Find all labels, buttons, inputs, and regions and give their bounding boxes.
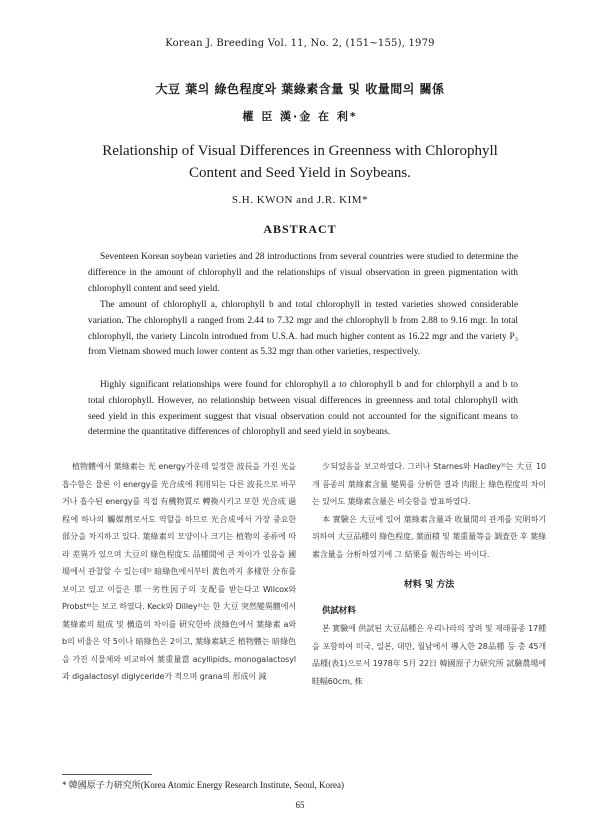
subsection-heading-materials: 供試材料 <box>322 605 356 616</box>
section-heading-materials-methods: 材料 및 方法 <box>403 580 455 590</box>
english-title <box>0 140 600 184</box>
korean-authors: 權 臣 漢·金 在 利* <box>242 110 358 123</box>
abstract-text-2: The amount of chlorophyll a, chlorophyll b and total chlorophyll in tested varieties showed considerable variation. The chlorophyll a ranged from 2.44 to 7.32 mgr and the chlorophyll b from 2.88 to 9.16 mgr. In total chlorophyll, the variety Lincoln introdued from U.S.A. had much higher content as 16.22 mgr and the variety P₃ from Vietnam showed much lower content as 5.32 mgr than other varieties, respectively. <box>88 300 518 358</box>
abstract-paragraph-1 <box>88 250 518 297</box>
footnote: * 韓國原子力研究所(Korea Atomic Energy Research Institute, Seoul, Korea) <box>62 780 345 790</box>
footnote-divider <box>62 774 152 775</box>
page-number: 65 <box>295 800 305 810</box>
english-authors: S.H. KWON and J.R. KIM* <box>231 194 369 206</box>
body-right-column <box>312 458 546 690</box>
abstract-paragraph-2 <box>88 298 518 361</box>
abstract-text-1: Seventeen Korean soybean varieties and 28 introductions from several countries were studied to determine the difference in the amount of chlorophyll and the relationships of visual observation in green pigmentation with chlorophyll content and seed yield. <box>88 252 518 294</box>
abstract-paragraph-3 <box>88 378 518 441</box>
body-right-paragraph-3: 본 實驗에 供試된 大豆品種은 우리나라의 장려 및 재래품종 17種을 포함하여 미국, 일본, 대만, 월남에서 導入한 28品種 등 총 45개 品種(表1)으로서 1978年 5月 22日 韓國原子力研究所 試驗農場에 畦幅60cm, 株 <box>312 624 546 686</box>
journal-header: Korean J. Breeding Vol. 11, No. 2, (151~155), 1979 <box>165 38 435 49</box>
body-left-paragraph-1: 植物體에서 葉綠素는 光 energy가운데 일정한 波長을 가진 光을 흡수함은 물론 이 energy를 光合成에 利用되는 다른 波長으로 바꾸거나 흡수된 energy를 직접 有機物質로 轉換시키고 또한 光合成 過程에 하나의 觸媒劑로서도 역할을 하므로 光合成에서 가장 중요한 部分을 차지하고 있다. 葉綠素의 모양이나 크기는 植物의 종류에 따라 差異가 있으며 大豆의 綠色程度도 品種間에 큰 차이가 있음을 圃場에서 관찰할 수 있는데⁵⁾ 暗綠色에서부터 黃色까지 多樣한 分布를 보이고 있고 이들은 單一劣性因子의 支配를 받는다고 Wilcox와 Probst⁶⁾는 보고 하였다. Keck와 Dilley²⁾는 한 大豆 突然變異體에서 葉綠素의 組成 및 構造의 차이를 研究한바 淡綠色에서 葉綠素 a와 b의 비율은 약 5이나 暗綠色은 2이고, 葉綠素缺乏 植物體는 暗綠色을 가진 식물체와 비교하여 葉重量當 acyllipids, monogalactosyl과 digalactosyl diglyceride가 적으며 grana의 形成이 減 <box>62 462 296 681</box>
body-right-paragraph-2: 本 實驗은 大豆에 있어 葉綠素含量과 收量間의 관계를 究明하기 위하여 大豆品種의 綠色程度, 葉面積 및 葉重量等을 調査한 후 葉綠素含量을 分析하였기에 그 結果를 報告하는 바이다. <box>312 514 546 559</box>
abstract-heading: ABSTRACT <box>263 222 337 236</box>
body-left-column <box>62 458 296 686</box>
english-title-line-1: Relationship of Visual Differences in Greenness with Chlorophyll <box>102 143 498 159</box>
korean-title: 大豆 葉의 綠色程度와 葉綠素含量 및 收量間의 關係 <box>155 82 445 96</box>
abstract-text-3: Highly significant relationships were found for chlorophyll a to chlorophyll b and for chlorphyll a and b to total chlorophyll. However, no relationship between visual differences in greenness and total chlorophyll with seed yield in this experiment suggest that visual observation could not accounted for the significant means to determine the quantitative differences of chlorophyll and seed yield in soybeans. <box>88 380 518 438</box>
english-title-line-2: Content and Seed Yield in Soybeans. <box>189 165 411 181</box>
body-right-paragraph-1: 少되었음을 보고하였다. 그러나 Starnes와 Hadley³⁾는 大豆 10개 품종의 葉綠素含量 變異를 分析한 결과 肉眼上 綠色程度의 차이는 있어도 葉綠素含量은 비슷함을 발표하였다. <box>312 462 546 506</box>
